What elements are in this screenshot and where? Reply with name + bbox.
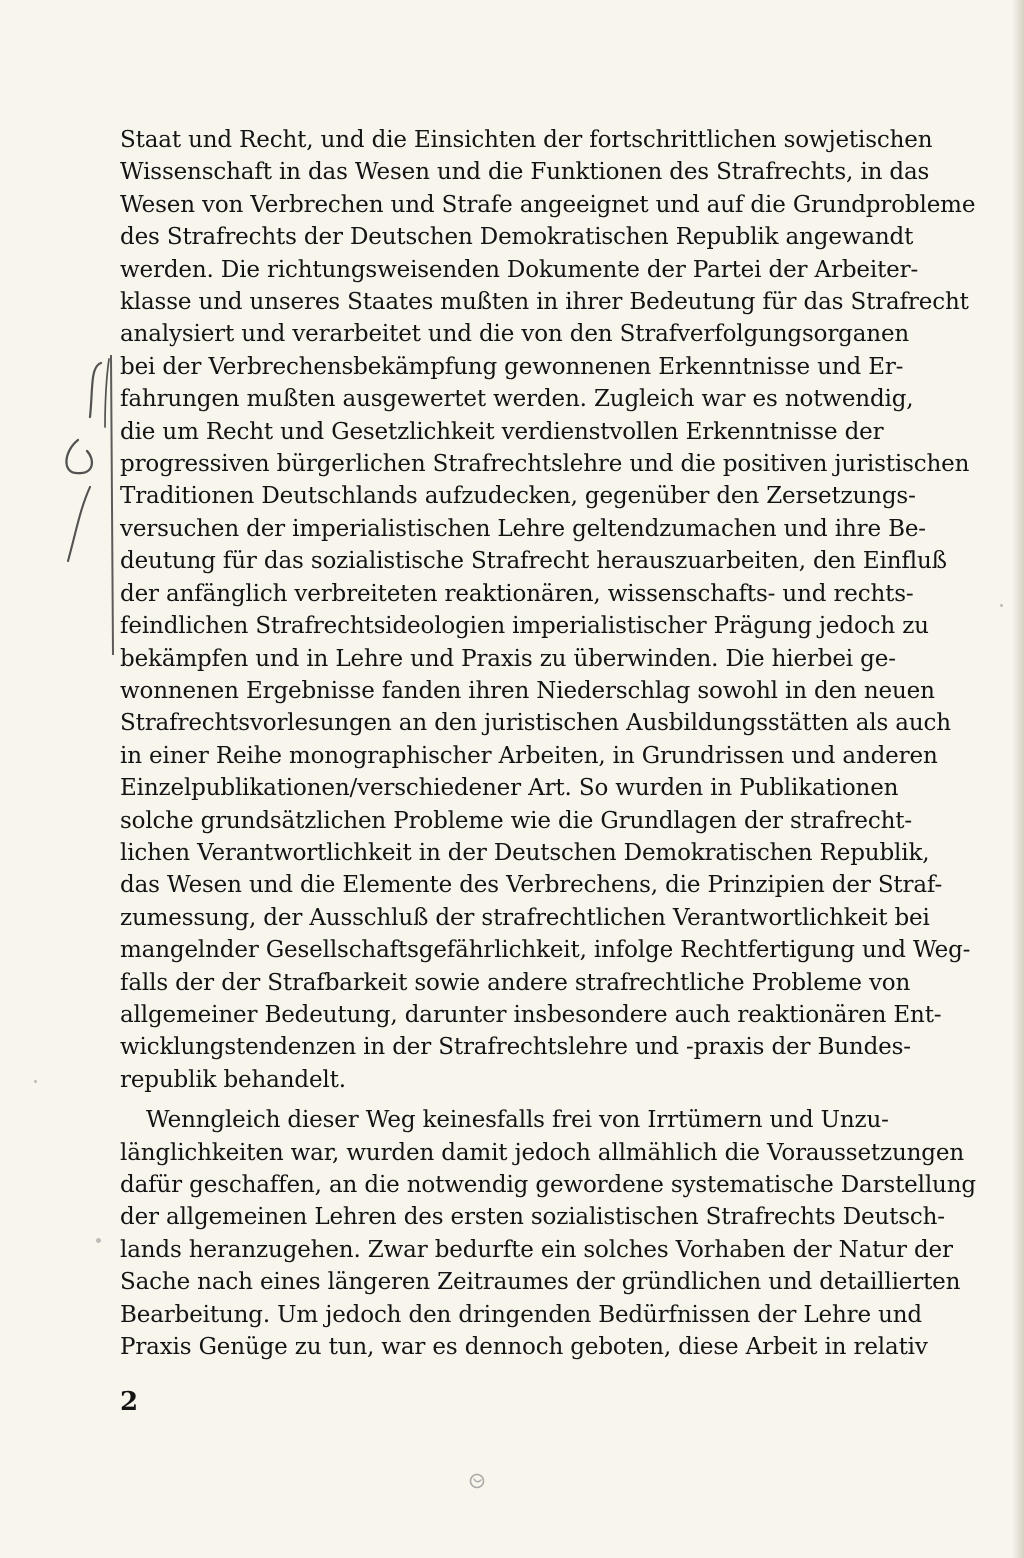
text-line: progressiven bürgerlichen Strafrechtslehre und die positiven juristischen bbox=[120, 451, 970, 478]
scan-speck bbox=[34, 1080, 37, 1083]
text-line: des Strafrechts der Deutschen Demokratischen Republik angewandt bbox=[120, 224, 914, 251]
text-line: das Wesen und die Elemente des Verbrechens, die Prinzipien der Straf- bbox=[120, 872, 943, 899]
text-line: zumessung, der Ausschluß der strafrechtlichen Verantwortlichkeit bei bbox=[120, 904, 930, 931]
text-line: Praxis Genüge zu tun, war es dennoch geboten, diese Arbeit in relativ bbox=[120, 1334, 928, 1361]
text-line: in einer Reihe monographischer Arbeiten, in Grundrissen und anderen bbox=[120, 742, 938, 769]
text-line: fahrungen mußten ausgewertet werden. Zugleich war es notwendig, bbox=[120, 386, 914, 413]
text-line: Traditionen Deutschlands aufzudecken, gegenüber den Zersetzungs- bbox=[120, 483, 916, 510]
text-line: Strafrechtsvorlesungen an den juristischen Ausbildungsstätten als auch bbox=[120, 710, 951, 737]
text-line: bei der Verbrechensbekämpfung gewonnenen Erkenntnisse und Er- bbox=[120, 353, 904, 380]
text-line: wonnenen Ergebnisse fanden ihren Niederschlag sowohl in den neuen bbox=[120, 677, 935, 704]
text-line: Sache nach eines längeren Zeitraumes der gründlichen und detaillierten bbox=[120, 1269, 961, 1296]
scan-speck bbox=[96, 1238, 101, 1243]
text-line: falls der der Strafbarkeit sowie andere strafrechtliche Probleme von bbox=[120, 969, 911, 996]
text-line: die um Recht und Gesetzlichkeit verdienstvollen Erkenntnisse der bbox=[120, 418, 884, 445]
text-line: feindlichen Strafrechtsideologien imperialistischer Prägung jedoch zu bbox=[120, 613, 929, 640]
text-line: länglichkeiten war, wurden damit jedoch allmählich die Voraussetzungen bbox=[120, 1139, 965, 1166]
text-line: klasse und unseres Staates mußten in ihrer Bedeutung für das Strafrecht bbox=[120, 289, 969, 316]
text-line: bekämpfen und in Lehre und Praxis zu überwinden. Die hierbei ge- bbox=[120, 645, 896, 672]
paper-edge-shadow bbox=[1012, 0, 1024, 1558]
text-line: Einzelpublikationen/verschiedener Art. So wurden in Publikationen bbox=[120, 775, 899, 802]
handwritten-margin-mark bbox=[58, 355, 122, 655]
text-line: Wesen von Verbrechen und Strafe angeeignet und auf die Grundprobleme bbox=[120, 191, 976, 218]
text-line: der allgemeinen Lehren des ersten sozialistischen Strafrechts Deutsch- bbox=[120, 1204, 945, 1231]
text-line: mangelnder Gesellschaftsgefährlichkeit, infolge Rechtfertigung und Weg- bbox=[120, 937, 971, 964]
text-line: Bearbeitung. Um jedoch den dringenden Bedürfnissen der Lehre und bbox=[120, 1301, 922, 1328]
text-line: solche grundsätzlichen Probleme wie die Grundlagen der strafrecht- bbox=[120, 807, 912, 834]
paragraph-2 bbox=[120, 1104, 976, 1363]
text-line: deutung für das sozialistische Strafrecht herauszuarbeiten, den Einfluß bbox=[120, 548, 947, 575]
scan-speck bbox=[1000, 604, 1003, 607]
text-line: Wenngleich dieser Weg keinesfalls frei von Irrtümern und Unzu- bbox=[146, 1107, 889, 1134]
text-line: lichen Verantwortlichkeit in der Deutschen Demokratischen Republik, bbox=[120, 839, 930, 866]
document-text bbox=[120, 124, 976, 1363]
bottom-stamp-mark bbox=[467, 1470, 487, 1492]
paragraph-spacing bbox=[120, 1096, 970, 1104]
text-line: wicklungstendenzen in der Strafrechtslehre und -praxis der Bundes- bbox=[120, 1034, 911, 1061]
text-line: republik behandelt. bbox=[120, 1066, 346, 1093]
page-number: 2 bbox=[120, 1387, 139, 1417]
text-line: allgemeiner Bedeutung, darunter insbesondere auch reaktionären Ent- bbox=[120, 1001, 942, 1028]
text-line: Wissenschaft in das Wesen und die Funktionen des Strafrechts, in das bbox=[120, 159, 930, 186]
text-line: lands heranzugehen. Zwar bedurfte ein solches Vorhaben der Natur der bbox=[120, 1236, 953, 1263]
text-line: Staat und Recht, und die Einsichten der fortschrittlichen sowjetischen bbox=[120, 127, 933, 153]
text-line: versuchen der imperialistischen Lehre geltendzumachen und ihre Be- bbox=[120, 515, 926, 542]
text-line: der anfänglich verbreiteten reaktionären, wissenschafts- und rechts- bbox=[120, 580, 914, 607]
text-line: analysiert und verarbeitet und die von den Strafverfolgungsorganen bbox=[120, 321, 910, 348]
paragraph-1 bbox=[120, 124, 976, 1096]
text-line: werden. Die richtungsweisenden Dokumente der Partei der Arbeiter- bbox=[120, 256, 919, 283]
text-line: dafür geschaffen, an die notwendig gewordene systematische Darstellung bbox=[120, 1172, 976, 1198]
